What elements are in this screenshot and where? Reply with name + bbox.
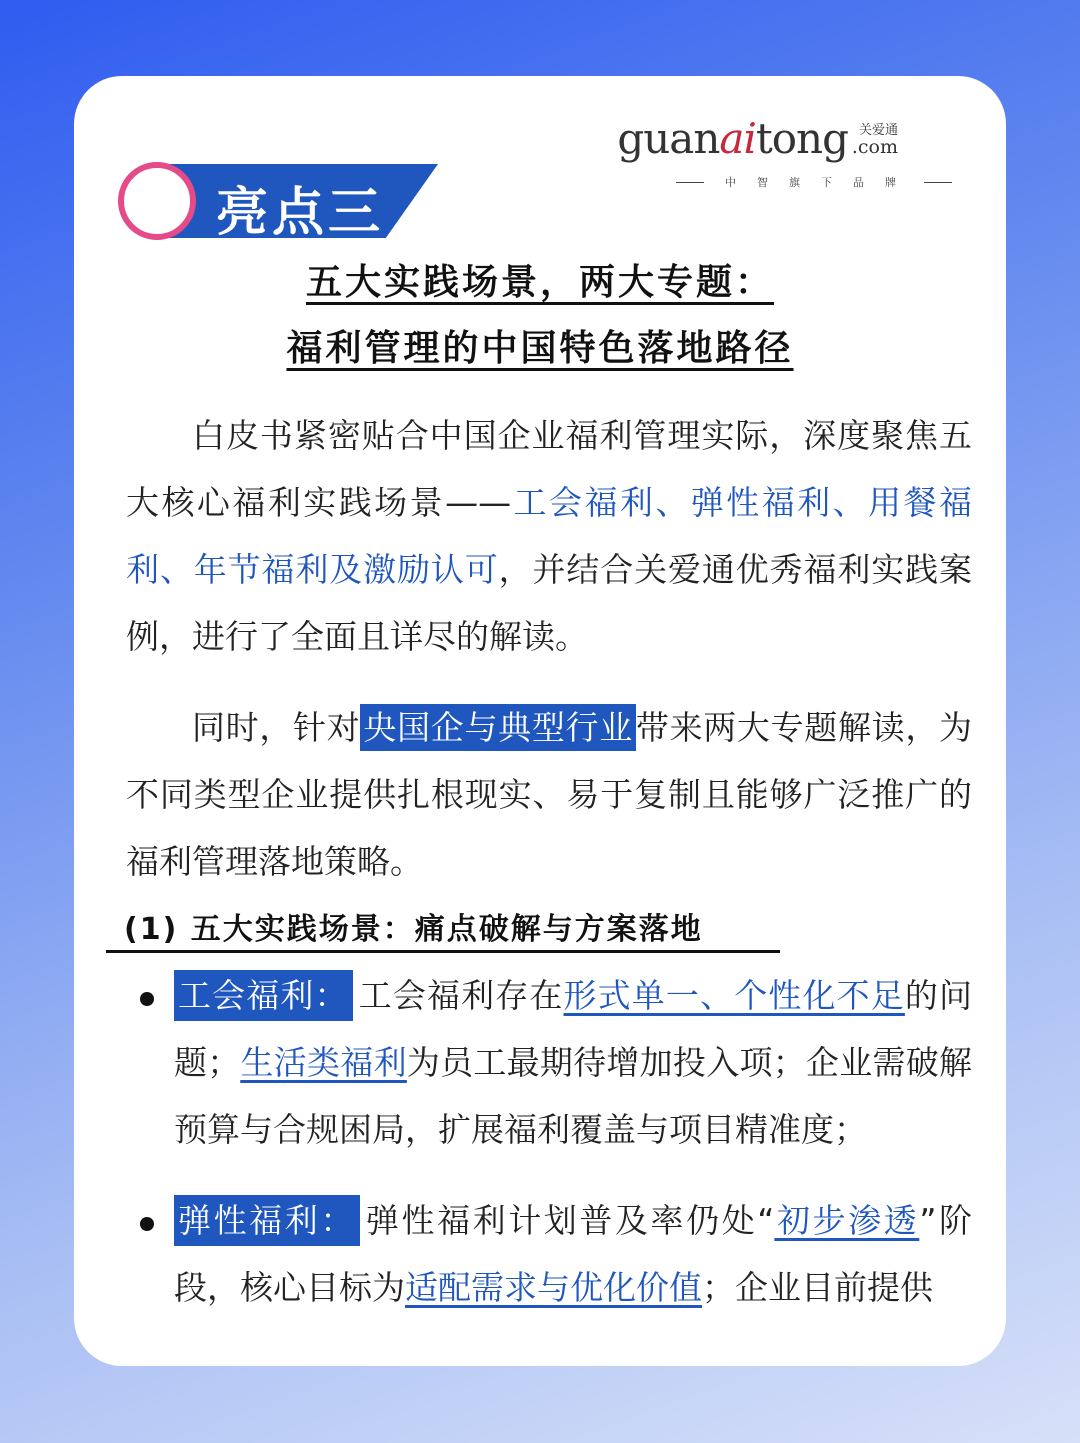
scenario-list: 工会福利、弹性福利、用餐福利、年节福利及激励认可 xyxy=(126,483,973,589)
badge-label: 亮点三 xyxy=(216,183,385,243)
bullet-dot-icon xyxy=(140,1217,154,1231)
logo-chinese-name: 关爱通 xyxy=(858,123,898,138)
subsection-heading: (1) 五大实践场景：痛点破解与方案落地 xyxy=(106,904,780,953)
intro-paragraph: 白皮书紧密贴合中国企业福利管理实际，深度聚焦五大核心福利实践场景——工会福利、弹性福利、用餐福利、年节福利及激励认可，并结合关爱通优秀福利实践案例，进行了全面且详尽的解读。 xyxy=(126,416,973,656)
logo-tagline: 中智旗下品牌 xyxy=(676,174,952,190)
bullet-dot-icon xyxy=(140,992,154,1006)
bullet-flexible-welfare: 弹性福利： 弹性福利计划普及率仍处“初步渗透”阶段，核心目标为适配需求与优化价值；企业目前提供 xyxy=(140,1187,972,1321)
badge-circle-icon xyxy=(118,162,196,240)
bullet-tag: 工会福利： xyxy=(174,970,353,1021)
bullet-tag: 弹性福利： xyxy=(174,1195,360,1246)
bullet-union-welfare: 工会福利： 工会福利存在形式单一、个性化不足的问题；生活类福利为员工最期待增加投入项；企业需破解预算与合规困局，扩展福利覆盖与项目精准度； xyxy=(140,962,972,1163)
topic-paragraph: 同时，针对央国企与典型行业带来两大专题解读，为不同类型企业提供扎根现实、易于复制且能够广泛推广的福利管理落地策略。 xyxy=(126,694,972,895)
highlight-badge xyxy=(118,162,448,242)
logo-domain: .com xyxy=(851,136,898,158)
industry-highlight: 央国企与典型行业 xyxy=(360,704,635,751)
tagline-rule-right xyxy=(924,182,952,183)
brand-logo xyxy=(617,112,952,192)
tagline-rule-left xyxy=(676,182,704,183)
section-title-line1: 五大实践场景，两大专题： xyxy=(305,262,774,303)
content-card xyxy=(74,76,1006,1366)
section-title-line2: 福利管理的中国特色落地路径 xyxy=(286,328,794,369)
logo-wordmark: guanaitong xyxy=(617,114,848,163)
